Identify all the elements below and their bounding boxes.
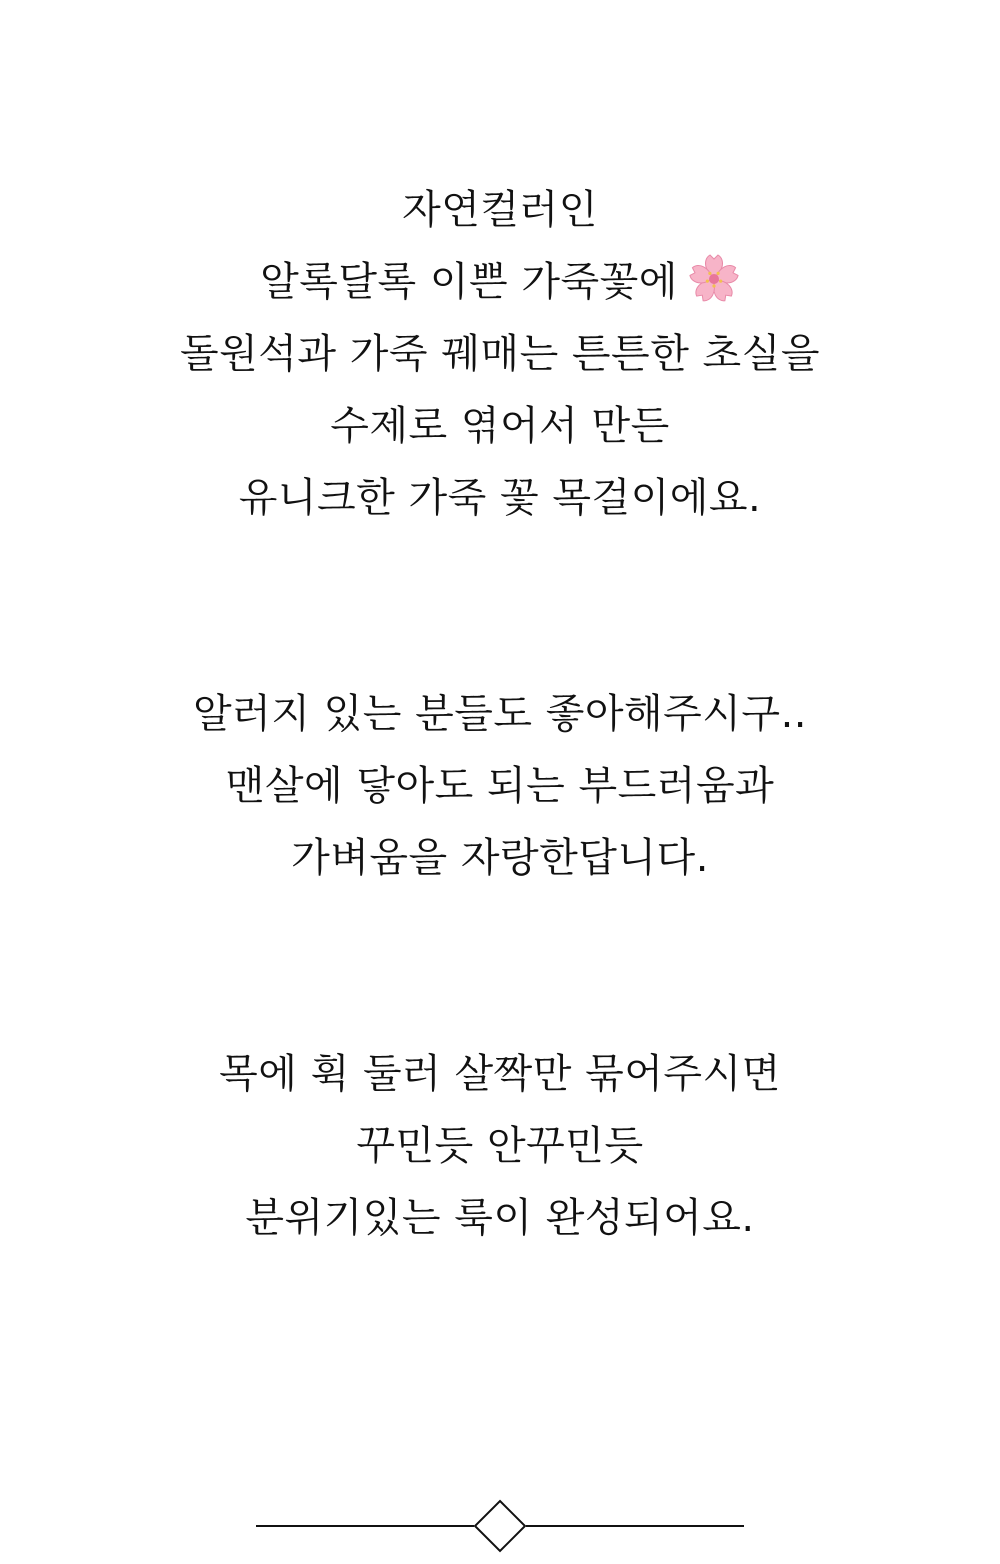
text-line: 알록달록 이쁜 가죽꽃에 <box>260 259 678 305</box>
cherry-blossom-icon <box>688 253 740 305</box>
text-block-intro <box>0 174 1000 534</box>
text-line: 분위기있는 룩이 완성되어요. <box>245 1195 755 1241</box>
blossom-stamen <box>712 284 715 287</box>
text-line: 알러지 있는 분들도 좋아해주시구.. <box>192 691 808 737</box>
blossom-stamen <box>716 272 719 275</box>
text-line: 수제로 엮어서 만든 <box>330 403 670 449</box>
text-block-comfort <box>0 678 1000 894</box>
blossom-stamen <box>706 280 709 283</box>
text-line-with-icon <box>0 246 1000 318</box>
text-line: 가벼움을 자랑한답니다. <box>291 835 709 881</box>
text-line: 돌원석과 가죽 꿰매는 튼튼한 초실을 <box>180 331 820 377</box>
text-line: 꾸민듯 안꾸민듯 <box>356 1123 644 1169</box>
diamond-divider-icon <box>256 1498 744 1554</box>
divider-diamond <box>475 1501 525 1551</box>
text-line: 자연컬러인 <box>402 187 598 233</box>
blossom-center <box>709 274 719 284</box>
text-line: 목에 휙 둘러 살짝만 묶어주시면 <box>219 1051 781 1097</box>
text-block-styling <box>0 1038 1000 1254</box>
text-line: 유니크한 가죽 꽃 목걸이에요. <box>238 475 762 521</box>
text-line: 맨살에 닿아도 되는 부드러움과 <box>225 763 775 809</box>
blossom-stamen <box>719 280 722 283</box>
blossom-stamen <box>708 272 711 275</box>
